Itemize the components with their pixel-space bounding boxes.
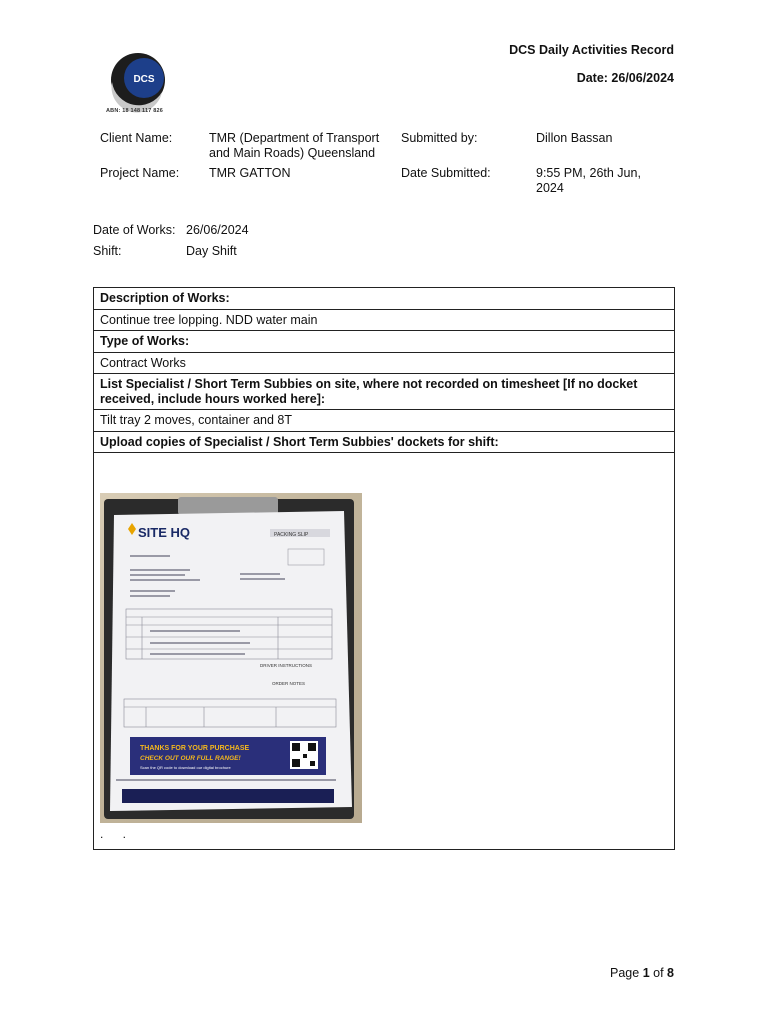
type-of-works-value: Contract Works (94, 352, 675, 374)
driver-instructions: DRIVER INSTRUCTIONS (260, 663, 313, 668)
upload-dockets-label: Upload copies of Specialist / Short Term Subbies' dockets for shift: (94, 431, 675, 453)
page-total: 8 (667, 966, 674, 980)
banner-line-3: Scan the QR code to download our digital brochure (140, 765, 231, 770)
page-current: 1 (642, 966, 650, 980)
submitted-by-value: Dillon Bassan (536, 131, 613, 145)
abn-number: ABN: 18 148 117 826 (106, 108, 164, 114)
shift-label: Shift: (93, 244, 122, 258)
dots-text: . . (100, 826, 135, 841)
date-submitted-value: 9:55 PM, 26th Jun, 2024 (536, 166, 641, 195)
submitted-by-label: Submitted by: (401, 131, 478, 145)
description-label: Description of Works: (94, 288, 675, 310)
project-name-label: Project Name: (100, 166, 180, 180)
packing-slip-image (100, 493, 362, 823)
page-prefix: Page (610, 966, 640, 980)
type-of-works-label: Type of Works: (94, 331, 675, 353)
brand-text: SITE HQ (138, 525, 191, 540)
docket-upload-cell (94, 453, 675, 850)
description-value: Continue tree lopping. NDD water main (94, 309, 675, 331)
slip-title: PACKING SLIP (274, 532, 309, 538)
subbies-value: Tilt tray 2 moves, container and 8T (94, 410, 675, 432)
shift-value: Day Shift (186, 244, 237, 258)
client-name-label: Client Name: (100, 131, 173, 145)
logo-text: DCS (133, 74, 155, 85)
page-number (610, 966, 674, 980)
document-date: Date: 26/06/2024 (576, 71, 674, 85)
date-of-works-value: 26/06/2024 (186, 223, 249, 237)
project-name-value: TMR GATTON (209, 166, 291, 180)
date-of-works-label: Date of Works: (93, 223, 176, 237)
banner-line-2: CHECK OUT OUR FULL RANGE! (140, 755, 241, 762)
date-submitted-label: Date Submitted: (401, 166, 491, 180)
client-name-value: TMR (Department of Transport and Main Roads) Queensland (209, 131, 380, 160)
banner-line-1: THANKS FOR YOUR PURCHASE (140, 745, 250, 752)
page-of: of (653, 966, 664, 980)
docket-photo[interactable] (100, 493, 362, 823)
works-table (93, 287, 675, 850)
document-title: DCS Daily Activities Record (509, 43, 674, 57)
order-notes: ORDER NOTES (272, 681, 306, 686)
subbies-label: List Specialist / Short Term Subbies on site, where not recorded on timesheet [If no docket received, include hours worked here]: (94, 374, 675, 410)
